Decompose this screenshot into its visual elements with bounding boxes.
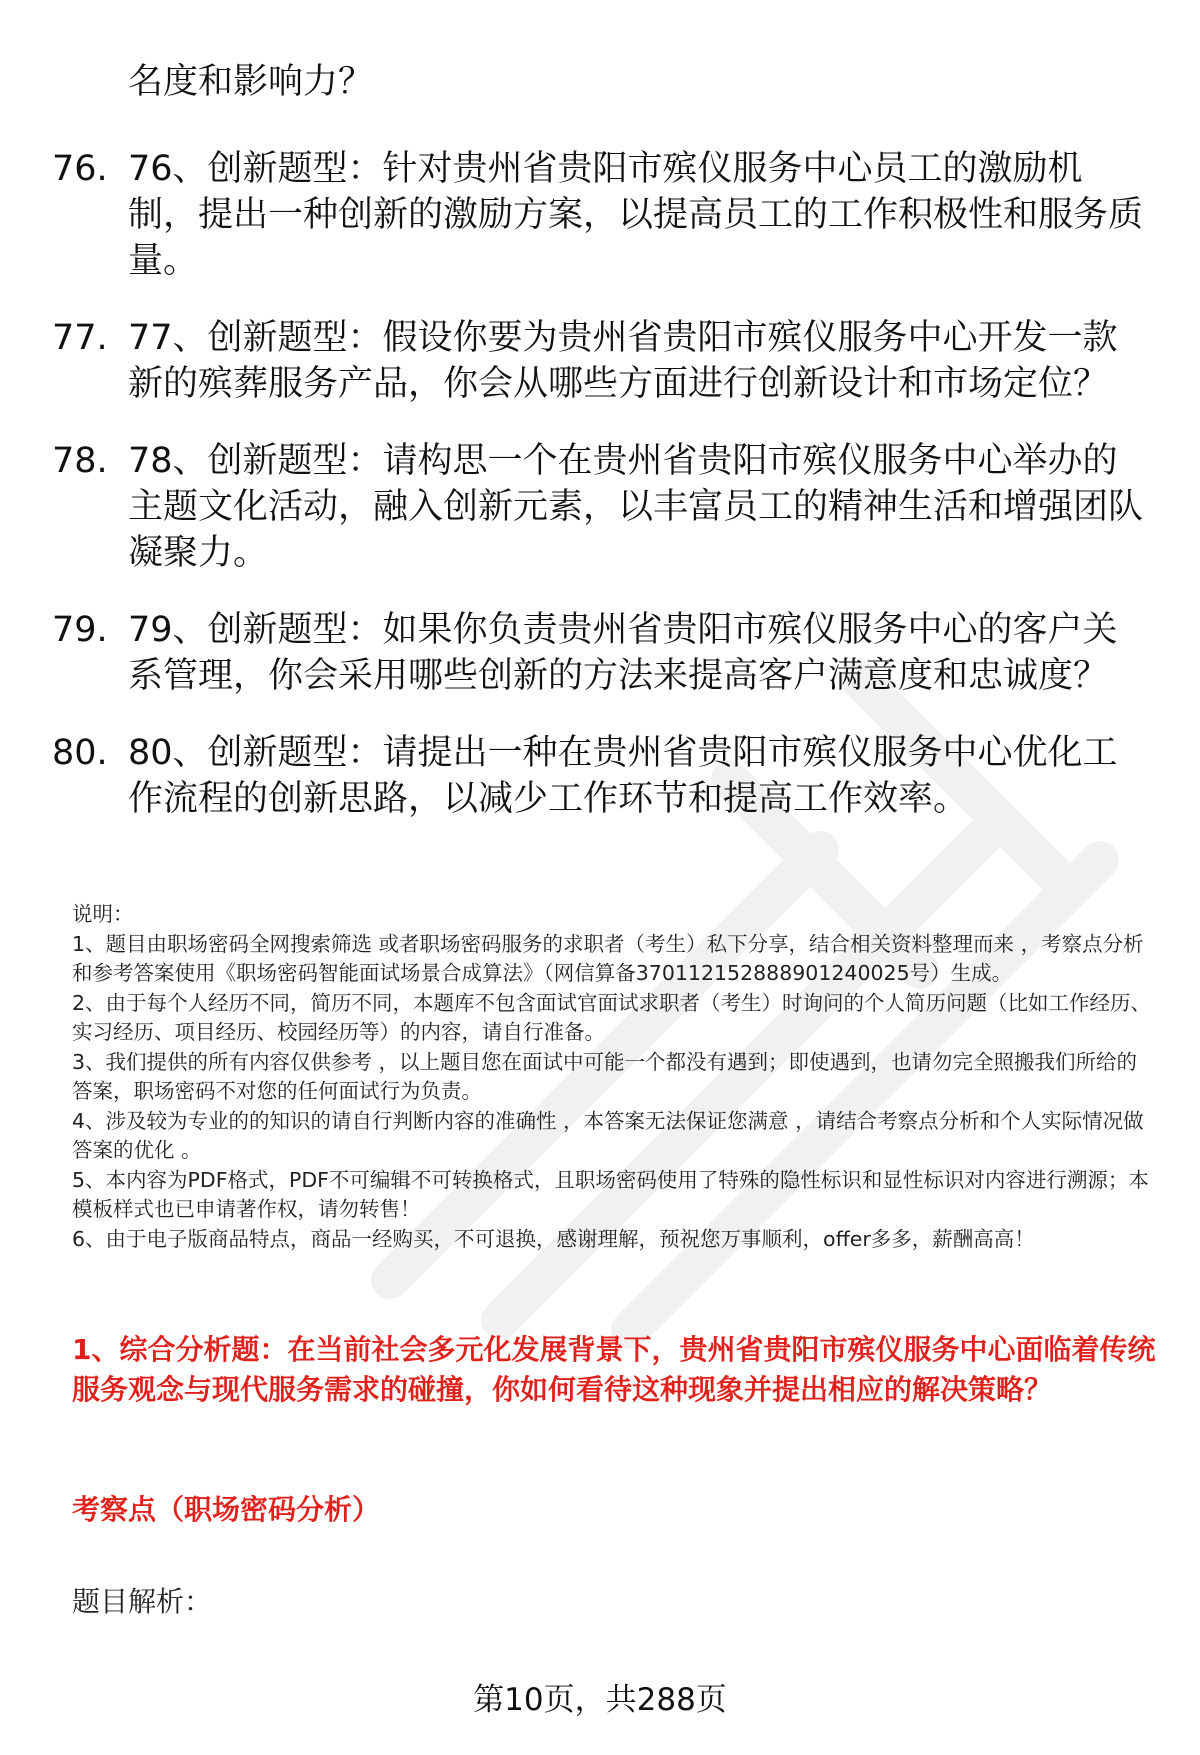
question-text: 77、创新题型：假设你要为贵州省贵阳市殡仪服务中心开发一款新的殡葬服务产品，你会从哪些方面进行创新设计和市场定位？ bbox=[128, 318, 1118, 404]
question-number: 78. bbox=[52, 441, 108, 481]
list-item bbox=[52, 438, 1152, 576]
kaocha-heading: 考察点（职场密码分析） bbox=[72, 1493, 381, 1526]
page-footer: 第10页，共288页 bbox=[473, 1682, 727, 1718]
question-number: 77. bbox=[52, 318, 108, 358]
list-item bbox=[52, 730, 1152, 822]
note-item: 6、由于电子版商品特点，商品一经购买，不可退换，感谢理解，预祝您万事顺利，offer多多，薪酬高高！ bbox=[72, 1226, 1035, 1251]
note-item: 5、本内容为PDF格式，PDF不可编辑不可转换格式，且职场密码使用了特殊的隐性标识和显性标识对内容进行溯源；本模板样式也已申请著作权，请勿转售！ bbox=[72, 1167, 1149, 1221]
question-list bbox=[52, 146, 1152, 853]
question-number: 79. bbox=[52, 610, 108, 650]
jiexi-label: 题目解析： bbox=[72, 1585, 213, 1618]
question-text: 79、创新题型：如果你负责贵州省贵阳市殡仪服务中心的客户关系管理，你会采用哪些创新的方法来提高客户满意度和忠诚度？ bbox=[128, 610, 1118, 696]
notes-section bbox=[72, 900, 1152, 1254]
note-item: 2、由于每个人经历不同，简历不同，本题库不包含面试官面试求职者（考生）时询问的个人简历问题（比如工作经历、实习经历、项目经历、校园经历等）的内容，请自行准备。 bbox=[72, 990, 1152, 1044]
continuation-text: 名度和影响力？ bbox=[128, 62, 374, 102]
list-item bbox=[52, 315, 1152, 407]
notes-title: 说明： bbox=[72, 902, 134, 926]
note-item: 3、我们提供的所有内容仅供参考 ，以上题目您在面试中可能一个都没有遇到；即使遇到，也请勿完全照搬我们所给的答案，职场密码不对您的任何面试行为负责。 bbox=[72, 1049, 1138, 1103]
note-item: 4、涉及较为专业的的知识的请自行判断内容的准确性 ，本答案无法保证您满意 ，请结合考察点分析和个人实际情况做答案的优化 。 bbox=[72, 1108, 1144, 1162]
list-item bbox=[52, 607, 1152, 699]
analysis-question-heading: 1、综合分析题：在当前社会多元化发展背景下，贵州省贵阳市殡仪服务中心面临着传统服务观念与现代服务需求的碰撞，你如何看待这种现象并提出相应的解决策略？ bbox=[72, 1333, 1156, 1406]
question-text: 78、创新题型：请构思一个在贵州省贵阳市殡仪服务中心举办的主题文化活动，融入创新元素，以丰富员工的精神生活和增强团队凝聚力。 bbox=[128, 441, 1144, 573]
question-number: 80. bbox=[52, 733, 108, 773]
note-item: 1、题目由职场密码全网搜索筛选 或者职场密码服务的求职者（考生）私下分享，结合相关资料整理而来 ，考察点分析和参考答案使用《职场密码智能面试场景合成算法》（网信算备370112152888901240025号）生成。 bbox=[72, 931, 1144, 985]
question-text: 80、创新题型：请提出一种在贵州省贵阳市殡仪服务中心优化工作流程的创新思路，以减少工作环节和提高工作效率。 bbox=[128, 733, 1118, 819]
list-item bbox=[52, 146, 1152, 284]
question-number: 76. bbox=[52, 149, 108, 189]
question-text: 76、创新题型：针对贵州省贵阳市殡仪服务中心员工的激励机制，提出一种创新的激励方案，以提高员工的工作积极性和服务质量。 bbox=[128, 149, 1144, 281]
